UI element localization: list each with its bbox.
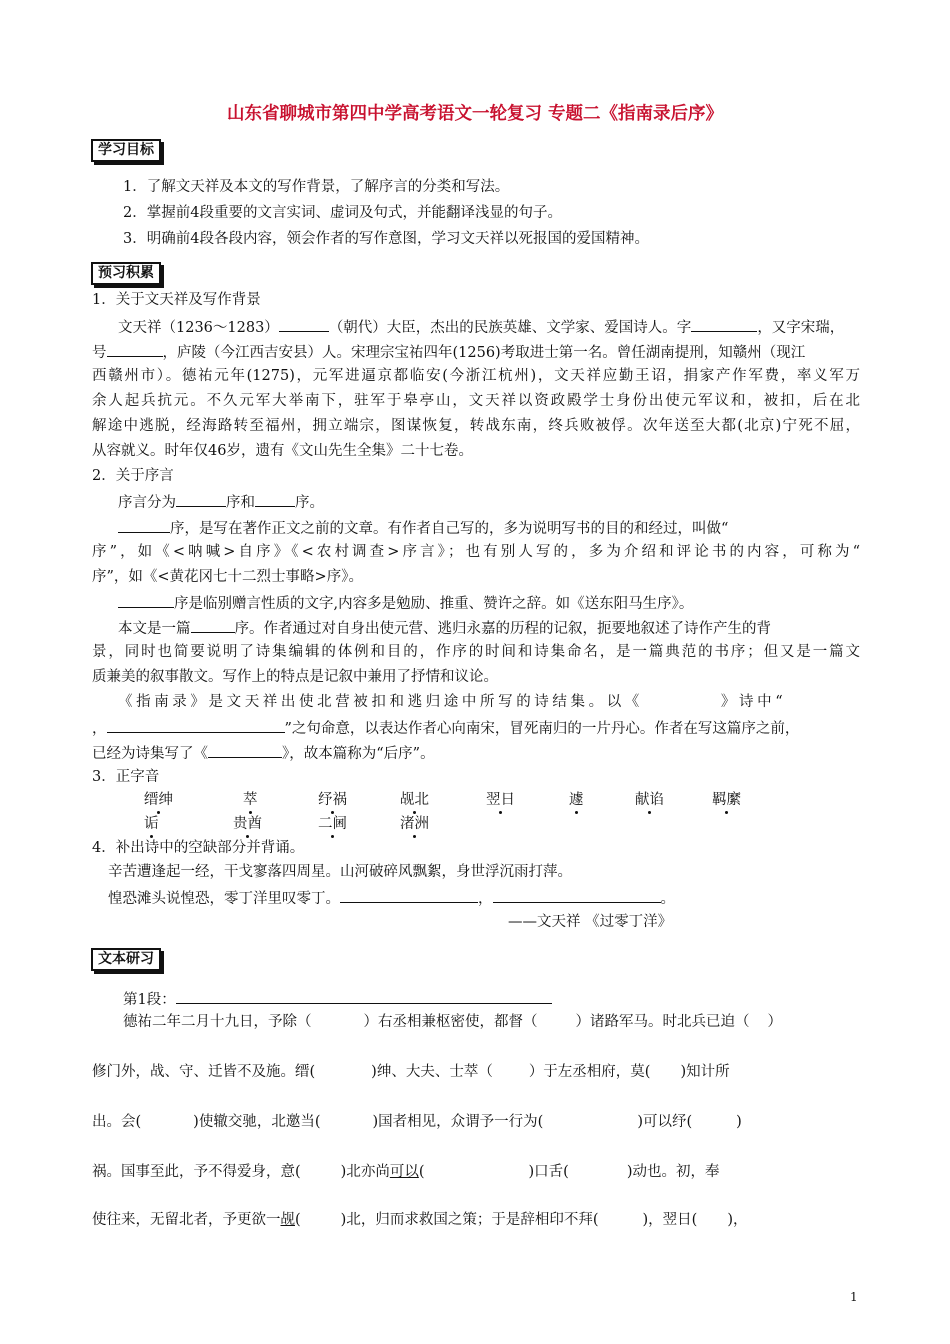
blank[interactable] [279,316,329,332]
q2-line: 序，是写在著作正文之前的文章。有作者自己写的，多为说明写书的目的和经过，叫做“ [118,517,728,539]
q2-line: 质兼美的叙事散文。写作上的特点是记叙中兼用了抒情和议论。 [92,669,498,685]
blank[interactable] [107,341,163,357]
goal-item: 2．掌握前4段重要的文言实词、虚词及句式，并能翻译浅显的句子。 [123,205,562,221]
pronunciation-item: 纾祸 [318,788,347,809]
study-line: 出。会( )使辙交驰，北邀当( )国者相见，众谓予一行为( )可以纾( ) [92,1114,742,1130]
pronunciation-item: 贵酋 [233,812,262,833]
pronunciation-item: 萃 [243,788,258,809]
page-title: 山东省聊城市第四中学高考语文一轮复习 专题二《指南录后序》 [226,104,724,124]
blank[interactable] [691,316,757,332]
blank[interactable] [493,887,661,903]
pronunciation-item: 献谄 [635,788,664,809]
q2-line: ， ”之句命意，以表达作者心向南宋，冒死南归的一片丹心。作者在写这篇序之前， [92,717,799,739]
q2-line: 已经为诗集写了《 》，故本篇称为“后序”。 [92,742,435,764]
q1-line: 号 ，庐陵（今江西吉安县）人。宋理宗宝祐四年(1256)考取进士第一名。曾任湖南提刑，知赣州（现江 [92,341,805,363]
page-number: 1 [850,1290,858,1304]
blank[interactable] [118,517,170,533]
goal-item: 3．明确前4段各段内容，领会作者的写作意图，学习文天祥以死报国的爱国精神。 [123,231,649,247]
blank[interactable] [107,717,285,733]
goal-item: 1．了解文天祥及本文的写作背景，了解序言的分类和写法。 [123,179,510,195]
q2-line: 序”，如《<呐喊>自序》《<农村调查>序言》；也有别人写的，多为介绍和评论书的内容，可称为“ [92,544,860,560]
pronunciation-item: 缙绅 [144,788,173,809]
study-line: 使往来，无留北者，予更欲一觇( )北，归而求救国之策；于是辞相印不拜( )，翌日( )， [92,1212,748,1228]
q3-heading: 3．正字音 [92,769,160,785]
pronunciation-item: 渚洲 [400,812,429,833]
q2-line: 序言分为 序和 序。 [118,491,324,513]
q2-line: 《指南录》是文天祥出使北营被扣和逃归途中所写的诗结集。以《 》诗中“ [118,694,787,710]
q2-line: 序是临别赠言性质的文字,内容多是勉励、推重、赞许之辞。如《送东阳马生序》。 [118,592,693,614]
study-line: 祸。国事至此，予不得爱身，意( )北亦尚可以( )口舌( )动也。初，奉 [92,1164,720,1180]
blank[interactable] [176,988,552,1004]
q1-line: 文天祥（1236～1283） （朝代）大臣，杰出的民族英雄、文学家、爱国诗人。字 ，又字宋瑞， [118,316,844,338]
blank[interactable] [208,742,282,758]
study-line: 修门外，战、守、迁皆不及施。缙( )绅、大夫、士萃（ ）于左丞相府，莫( )知计所 [92,1064,730,1080]
q2-line: 本文是一篇 序。作者通过对自身出使元营、逃归永嘉的历程的记叙，扼要地叙述了诗作产生的背 [118,617,771,639]
blank[interactable] [255,491,295,507]
q1-heading: 1．关于文天祥及写作背景 [92,292,261,308]
pronunciation-item: 羁縻 [712,788,741,809]
section-label-preview: 预习积累 [91,262,161,285]
section-label-study: 文本研习 [91,948,161,971]
poem-line: 辛苦遭逢起一经，干戈寥落四周星。山河破碎风飘絮，身世浮沉雨打萍。 [108,864,572,880]
pronunciation-item: 二阃 [318,812,347,833]
poem-attribution: ——文天祥 《过零丁洋》 [508,914,673,930]
q4-heading: 4．补出诗中的空缺部分并背诵。 [92,840,305,856]
q2-line: 序”，如《<黄花冈七十二烈士事略>序》。 [92,569,363,585]
pronunciation-item: 遽 [569,788,584,809]
pronunciation-item: 诟 [144,812,159,833]
q1-line: 西赣州市）。德祐元年(1275)，元军进逼京都临安(今浙江杭州)，文天祥应勤王诏，捐家产作军费，率义军万 [92,368,860,384]
q2-heading: 2．关于序言 [92,468,174,484]
blank[interactable] [191,617,235,633]
q1-line: 余人起兵抗元。不久元军大举南下，驻军于皋亭山，文天祥以资政殿学士身份出使元军议和，被扣，后在北 [92,393,860,409]
study-line: 德祐二年二月十九日，予除（ ）右丞相兼枢密使，都督（ ）诸路军马。时北兵已迫（ ） [123,1014,782,1030]
q1-line: 从容就义。时年仅46岁，遗有《文山先生全集》二十七卷。 [92,443,473,459]
blank[interactable] [118,592,174,608]
q2-line: 景，同时也简要说明了诗集编辑的体例和目的，作序的时间和诗集命名，是一篇典范的书序；但又是一篇文 [92,644,860,660]
section-label-goals: 学习目标 [91,139,161,162]
pronunciation-item: 翌日 [486,788,515,809]
q1-line: 解途中逃脱，经海路转至福州，拥立端宗，图谋恢复，转战东南，终兵败被俘。次年送至大都(北京)宁死不屈， [92,418,860,434]
poem-line: 惶恐滩头说惶恐，零丁洋里叹零丁。 ， 。 [108,887,675,909]
blank[interactable] [340,887,478,903]
blank[interactable] [176,491,226,507]
para-label: 第1段： [123,988,552,1010]
pronunciation-item: 觇北 [400,788,429,809]
